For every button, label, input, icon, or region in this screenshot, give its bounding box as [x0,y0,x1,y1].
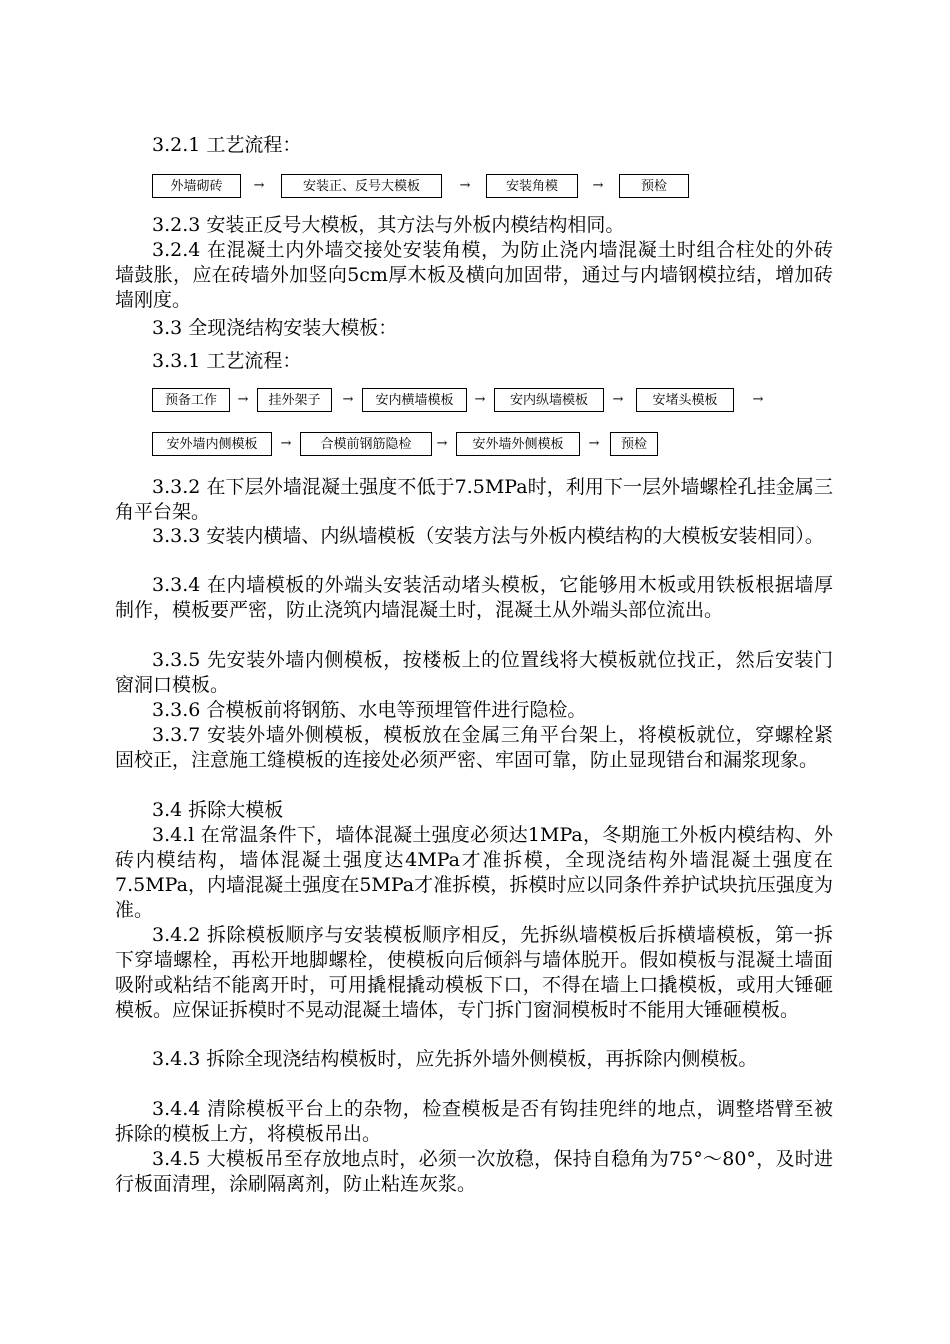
flow1-arrow-3: → [592,178,604,193]
flow2-arrow-4: → [612,392,624,407]
flow1-step-3: 安装角模 [486,174,578,198]
para-3-2-4: 3.2.4 在混凝土内外墙交接处安装角模，为防止浇内墙混凝土时组合柱处的外砖墙鼓胀，应在砖墙外加竖向5cm厚木板及横向加固带，通过与内墙钢模拉结，增加砖墙刚度。 [115,239,833,311]
heading-3-2-1: 3.2.1 工艺流程： [152,134,302,156]
flow2-step-7: 合模前钢筋隐检 [300,432,432,456]
flow2-arrow-5: → [752,392,764,407]
flow2-step-6: 安外墙内侧模板 [152,432,272,456]
flow2-step-5: 安堵头模板 [636,388,734,412]
para-3-2-3: 3.2.3 安装正反号大模板，其方法与外板内模结构相同。 [152,214,625,236]
para-3-4-4: 3.4.4 清除模板平台上的杂物，检查模板是否有钩挂兜绊的地点，调整塔臂至被拆除的模板上方，将模板吊出。 [115,1098,833,1145]
para-3-4-1: 3.4.l 在常温条件下，墙体混凝土强度必须达1MPa，冬期施工外板内模结构、外砖内模结构，墙体混凝土强度达4MPa才准拆模，全现浇结构外墙混凝土强度在7.5MPa，内墙混凝土强度在5MPa才准拆模，拆模时应以同条件养护试块抗压强度为准。 [115,824,833,921]
para-3-3-4: 3.3.4 在内墙模板的外端头安装活动堵头模板，它能够用木板或用铁板根据墙厚制作，模板要严密，防止浇筑内墙混凝土时，混凝土从外端头部位流出。 [115,574,833,621]
flow2-arrow-3: → [474,392,486,407]
heading-3-3-1: 3.3.1 工艺流程： [152,350,302,372]
heading-3-4: 3.4 拆除大模板 [152,799,284,821]
heading-3-3: 3.3 全现浇结构安装大模板： [152,317,398,339]
flow1-step-2: 安装正、反号大模板 [281,174,442,198]
para-3-3-7: 3.3.7 安装外墙外侧模板，模板放在金属三角平台架上，将模板就位，穿螺栓紧固校正，注意施工缝模板的连接处必须严密、牢固可靠，防止显现错台和漏浆现象。 [115,724,833,771]
para-3-3-6: 3.3.6 合模板前将钢筋、水电等预埋管件进行隐检。 [152,699,587,721]
flow2-arrow-7: → [436,436,448,451]
flow2-step-8: 安外墙外侧模板 [456,432,580,456]
para-3-4-2: 3.4.2 拆除模板顺序与安装模板顺序相反，先拆纵墙模板后拆横墙模板，第一拆下穿墙螺栓，再松开地脚螺栓，使模板向后倾斜与墙体脱开。假如模板与混凝土墙面吸附或粘结不能离开时，可用撬棍撬动模板下口，不得在墙上口撬模板，或用大锤砸模板。应保证拆模时不晃动混凝土墙体，专门拆门窗洞模板时不能用大锤砸模板。 [115,924,833,1021]
flow2-step-9: 预检 [610,432,658,456]
para-3-4-5: 3.4.5 大模板吊至存放地点时，必须一次放稳，保持自稳角为75°～80°，及时进行板面清理，涂刷隔离剂，防止粘连灰浆。 [115,1148,833,1195]
flow2-step-3: 安内横墙模板 [362,388,467,412]
flow2-step-1: 预备工作 [152,388,230,412]
flow2-arrow-2: → [342,392,354,407]
flow2-step-2: 挂外架子 [257,388,332,412]
flow2-step-4: 安内纵墙模板 [494,388,604,412]
flow2-arrow-1: → [237,392,249,407]
flow1-arrow-2: → [459,178,471,193]
flow1-step-1: 外墙砌砖 [152,174,241,198]
flow2-arrow-6: → [280,436,292,451]
para-3-4-3: 3.4.3 拆除全现浇结构模板时，应先拆外墙外侧模板，再拆除内侧模板。 [152,1048,758,1070]
para-3-3-3: 3.3.3 安装内横墙、内纵墙模板（安装方法与外板内模结构的大模板安装相同）。 [152,525,824,547]
flow1-step-4: 预检 [619,174,689,198]
para-3-3-2: 3.3.2 在下层外墙混凝土强度不低于7.5MPa时，利用下一层外墙螺栓孔挂金属三角平台架。 [115,476,833,523]
para-3-3-5: 3.3.5 先安装外墙内侧模板，按楼板上的位置线将大模板就位找正，然后安装门窗洞口模板。 [115,649,833,696]
flow2-arrow-8: → [588,436,600,451]
flow1-arrow-1: → [253,178,265,193]
